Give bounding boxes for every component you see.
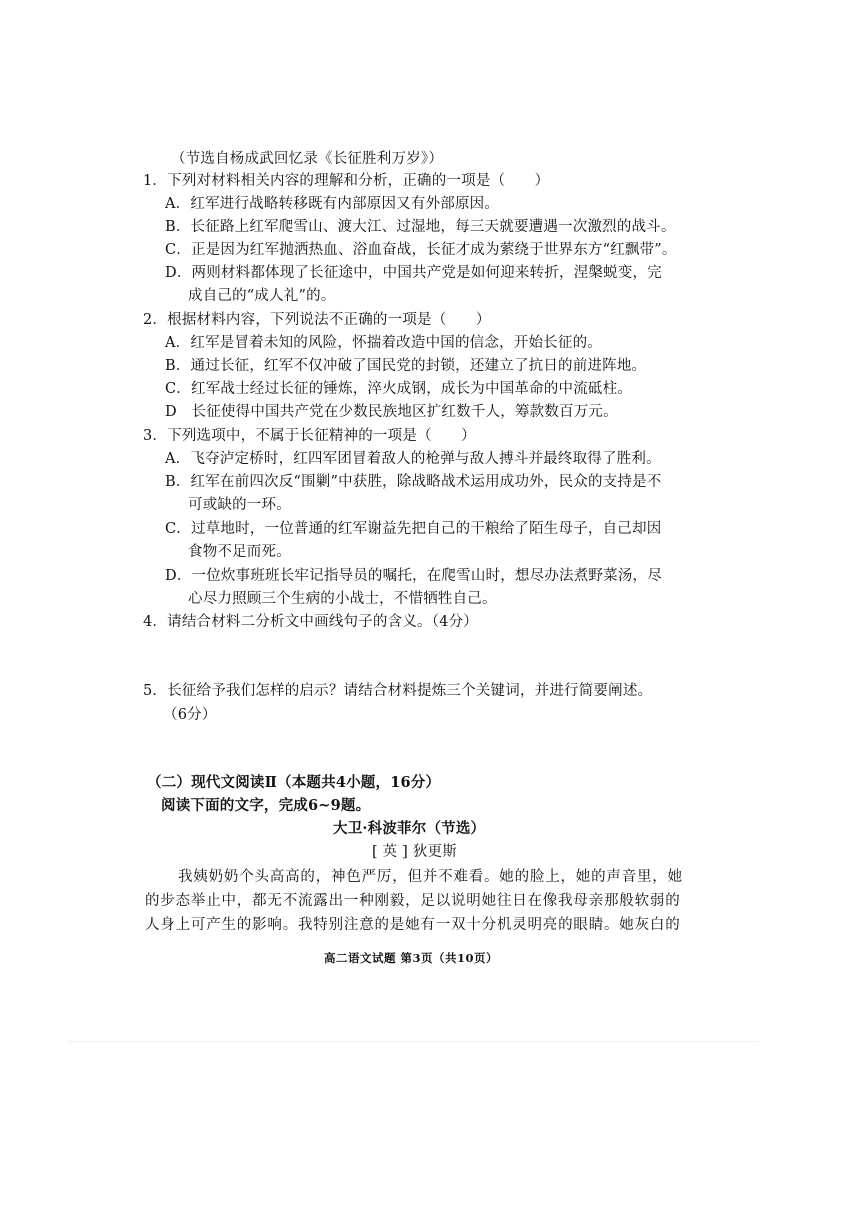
section-2-heading: （二）现代文阅读Ⅱ（本题共4小题，16分） [147, 774, 441, 791]
passage-line-3: 人身上可产生的影响。我特别注意的是她有一双十分机灵明亮的眼睛。她灰白的 [145, 917, 681, 933]
question-3-stem: 3．下列选项中，不属于长征精神的一项是（ ） [143, 428, 476, 444]
question-2-option-d: D 长征使得中国共产党在少数民族地区扩红数千人，筹款数百万元。 [165, 404, 618, 420]
question-1-option-d: D．两则材料都体现了长征途中，中国共产党是如何迎来转折，涅槃蜕变，完 [165, 265, 662, 281]
source-citation: （节选自杨成武回忆录《长征胜利万岁》） [171, 151, 444, 167]
question-3-option-d-continued: 心尽力照顾三个生病的小战士，不惜牺牲自己。 [188, 591, 497, 607]
question-3-option-d: D．一位炊事班班长牢记指导员的嘱托，在爬雪山时，想尽办法煮野菜汤，尽 [165, 568, 662, 584]
passage-line-1: 我姨奶奶个头高高的，神色严厉，但并不难看。她的脸上，她的声音里，她 [178, 869, 683, 885]
question-3-option-b-continued: 可或缺的一环。 [188, 497, 291, 513]
question-2-option-c: C．红军战士经过长征的锤炼，淬火成钢，成长为中国革命的中流砥柱。 [165, 381, 632, 397]
passage-line-2: 的步态举止中，都无不流露出一种刚毅，足以说明她往日在像我母亲那般软弱的 [145, 893, 681, 909]
question-5-points: （6分） [163, 707, 217, 723]
question-1-stem: 1．下列对材料相关内容的理解和分析，正确的一项是（ ） [143, 173, 550, 189]
question-4-stem: 4．请结合材料二分析文中画线句子的含义。（4分） [143, 614, 478, 630]
question-1-option-a: A．红军进行战略转移既有内部原因又有外部原因。 [165, 196, 500, 212]
question-2-option-b: B．通过长征，红军不仅冲破了国民党的封锁，还建立了抗日的前进阵地。 [165, 358, 647, 374]
section-2-instruction: 阅读下面的文字，完成6~9题。 [161, 797, 371, 814]
question-2-option-a: A．红军是冒着未知的风险，怀揣着改造中国的信念，开始长征的。 [165, 335, 602, 351]
question-3-option-a: A．飞夺泸定桥时，红四军团冒着敌人的枪弹与敌人搏斗并最终取得了胜利。 [165, 451, 661, 467]
question-1-option-b: B．长征路上红军爬雪山、渡大江、过湿地，每三天就要遭遇一次激烈的战斗。 [165, 219, 676, 235]
question-3-option-c-continued: 食物不足而死。 [188, 544, 291, 560]
passage-title: 大卫·科波菲尔（节选） [333, 820, 486, 837]
question-5-stem: 5．长征给予我们怎样的启示？请结合材料提炼三个关键词，并进行简要阐述。 [143, 683, 653, 699]
scan-edge-divider [68, 1041, 758, 1042]
question-3-option-b: B．红军在前四次反“围剿”中获胜，除战略战术运用成功外，民众的支持是不 [165, 474, 662, 490]
question-1-option-c: C．正是因为红军抛洒热血、浴血奋战，长征才成为萦绕于世界东方“红飘带”。 [165, 242, 677, 258]
question-3-option-c: C．过草地时，一位普通的红军谢益先把自己的干粮给了陌生母子，自己却因 [165, 521, 662, 537]
question-2-stem: 2．根据材料内容，下列说法不正确的一项是（ ） [143, 312, 491, 328]
question-1-option-d-continued: 成自己的“成人礼”的。 [188, 288, 336, 304]
passage-author: [ 英 ] 狄更斯 [372, 844, 457, 860]
page-footer: 高二语文试题 第3页（共10页） [324, 951, 499, 965]
